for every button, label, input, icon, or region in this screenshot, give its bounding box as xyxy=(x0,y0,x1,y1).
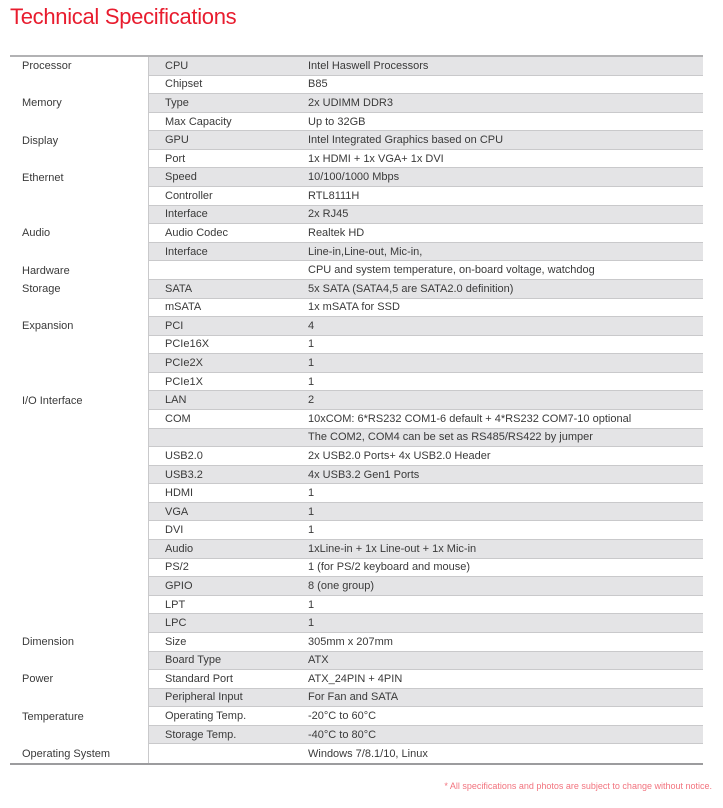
item-cell: Chipset xyxy=(165,78,203,91)
value-cell: 1 xyxy=(308,505,315,518)
table-row xyxy=(10,429,703,448)
item-cell: VGA xyxy=(165,505,189,518)
category-cell xyxy=(10,689,148,708)
value-cell: 1x mSATA for SSD xyxy=(308,301,400,314)
category-cell: Ethernet xyxy=(10,168,148,187)
item-cell: COM xyxy=(165,412,191,425)
item-cell: PCI xyxy=(165,319,184,332)
category-cell xyxy=(10,336,148,355)
category-cell: Dimension xyxy=(10,633,148,652)
table-row xyxy=(10,168,703,187)
table-row xyxy=(10,57,703,76)
row-detail xyxy=(148,503,703,522)
table-row xyxy=(10,354,703,373)
row-detail xyxy=(148,410,703,429)
table-row xyxy=(10,726,703,745)
row-detail xyxy=(148,466,703,485)
category-cell xyxy=(10,410,148,429)
table-row xyxy=(10,614,703,633)
table-row xyxy=(10,187,703,206)
value-cell: Windows 7/8.1/10, Linux xyxy=(308,747,428,760)
table-row xyxy=(10,633,703,652)
value-cell: 4x USB3.2 Gen1 Ports xyxy=(308,468,420,481)
category-cell: Expansion xyxy=(10,317,148,336)
table-row xyxy=(10,76,703,95)
row-detail xyxy=(148,391,703,410)
table-row xyxy=(10,224,703,243)
category-cell: Audio xyxy=(10,224,148,243)
item-cell: USB2.0 xyxy=(165,449,203,462)
category-cell: Power xyxy=(10,670,148,689)
row-detail xyxy=(148,354,703,373)
row-detail xyxy=(148,94,703,113)
category-cell xyxy=(10,559,148,578)
value-cell: 1 xyxy=(308,338,315,351)
category-cell: Display xyxy=(10,131,148,150)
table-row xyxy=(10,652,703,671)
table-row xyxy=(10,243,703,262)
row-detail xyxy=(148,336,703,355)
category-cell xyxy=(10,76,148,95)
item-cell: Standard Port xyxy=(165,672,233,685)
table-row xyxy=(10,447,703,466)
row-detail xyxy=(148,689,703,708)
category-cell xyxy=(10,652,148,671)
value-cell: 1 xyxy=(308,375,315,388)
item-cell: Operating Temp. xyxy=(165,710,247,723)
value-cell: 10/100/1000 Mbps xyxy=(308,171,400,184)
table-row xyxy=(10,131,703,150)
row-detail xyxy=(148,224,703,243)
row-detail xyxy=(148,261,703,280)
category-cell xyxy=(10,577,148,596)
value-cell: 1 (for PS/2 keyboard and mouse) xyxy=(308,561,471,574)
page-title: Technical Specifications xyxy=(10,4,237,29)
category-cell: Hardware xyxy=(10,261,148,280)
item-cell: Storage Temp. xyxy=(165,728,237,741)
row-detail xyxy=(148,447,703,466)
row-detail xyxy=(148,131,703,150)
category-cell xyxy=(10,187,148,206)
category-cell: Processor xyxy=(10,57,148,76)
row-detail xyxy=(148,280,703,299)
value-cell: Up to 32GB xyxy=(308,115,366,128)
table-row xyxy=(10,113,703,132)
row-detail xyxy=(148,429,703,448)
category-cell: Storage xyxy=(10,280,148,299)
table-row xyxy=(10,410,703,429)
table-row xyxy=(10,280,703,299)
table-row xyxy=(10,150,703,169)
item-cell: Interface xyxy=(165,245,208,258)
item-cell: LPC xyxy=(165,617,187,630)
item-cell: GPIO xyxy=(165,579,193,592)
category-cell xyxy=(10,354,148,373)
category-cell xyxy=(10,726,148,745)
category-cell xyxy=(10,484,148,503)
row-detail xyxy=(148,577,703,596)
row-detail xyxy=(148,596,703,615)
table-row xyxy=(10,391,703,410)
row-detail xyxy=(148,299,703,318)
item-cell: CPU xyxy=(165,59,189,72)
item-cell: Port xyxy=(165,152,186,165)
value-cell: 2 xyxy=(308,394,315,407)
row-detail xyxy=(148,484,703,503)
value-cell: -20°C to 60°C xyxy=(308,710,377,723)
table-row xyxy=(10,744,703,763)
item-cell: PCIe16X xyxy=(165,338,210,351)
spec-table xyxy=(10,55,703,765)
category-cell xyxy=(10,206,148,225)
row-detail xyxy=(148,373,703,392)
value-cell: RTL8111H xyxy=(308,189,360,202)
value-cell: -40°C to 80°C xyxy=(308,728,377,741)
row-detail xyxy=(148,670,703,689)
item-cell: PCIe2X xyxy=(165,357,203,370)
row-detail xyxy=(148,540,703,559)
value-cell: 4 xyxy=(308,319,315,332)
value-cell: 2x USB2.0 Ports+ 4x USB2.0 Header xyxy=(308,449,491,462)
item-cell: LAN xyxy=(165,394,187,407)
value-cell: Intel Haswell Processors xyxy=(308,59,429,72)
value-cell: 2x UDIMM DDR3 xyxy=(308,96,393,109)
item-cell: PS/2 xyxy=(165,561,189,574)
category-cell: Temperature xyxy=(10,707,148,726)
table-row xyxy=(10,670,703,689)
item-cell: Controller xyxy=(165,189,213,202)
category-cell xyxy=(10,113,148,132)
item-cell: Type xyxy=(165,96,189,109)
row-detail xyxy=(148,707,703,726)
row-detail xyxy=(148,633,703,652)
value-cell: 1 xyxy=(308,598,315,611)
table-row xyxy=(10,206,703,225)
table-row xyxy=(10,466,703,485)
value-cell: The COM2, COM4 can be set as RS485/RS422 by jumper xyxy=(308,431,593,444)
value-cell: 1 xyxy=(308,524,315,537)
category-cell xyxy=(10,429,148,448)
row-detail xyxy=(148,113,703,132)
category-cell xyxy=(10,614,148,633)
category-cell xyxy=(10,540,148,559)
value-cell: 1 xyxy=(308,487,315,500)
item-cell: Speed xyxy=(165,171,197,184)
value-cell: 1 xyxy=(308,357,315,370)
row-detail xyxy=(148,559,703,578)
category-cell xyxy=(10,596,148,615)
value-cell: For Fan and SATA xyxy=(308,691,399,704)
value-cell: 1xLine-in + 1x Line-out + 1x Mic-in xyxy=(308,542,477,555)
value-cell: 5x SATA (SATA4,5 are SATA2.0 definition) xyxy=(308,282,514,295)
row-detail xyxy=(148,744,703,763)
row-detail xyxy=(148,76,703,95)
value-cell: ATX_24PIN + 4PIN xyxy=(308,672,403,685)
table-row xyxy=(10,689,703,708)
value-cell: 10xCOM: 6*RS232 COM1-6 default + 4*RS232 COM7-10 optional xyxy=(308,412,632,425)
table-row xyxy=(10,317,703,336)
table-row xyxy=(10,707,703,726)
item-cell: Audio xyxy=(165,542,194,555)
row-detail xyxy=(148,150,703,169)
table-row xyxy=(10,299,703,318)
row-detail xyxy=(148,614,703,633)
table-row xyxy=(10,503,703,522)
value-cell: Line-in,Line-out, Mic-in, xyxy=(308,245,423,258)
category-cell xyxy=(10,503,148,522)
item-cell xyxy=(149,261,305,279)
table-row xyxy=(10,521,703,540)
item-cell: LPT xyxy=(165,598,186,611)
item-cell: mSATA xyxy=(165,301,202,314)
table-row xyxy=(10,484,703,503)
value-cell: CPU and system temperature, on-board voltage, watchdog xyxy=(308,264,595,277)
table-row xyxy=(10,596,703,615)
category-cell xyxy=(10,299,148,318)
item-cell: HDMI xyxy=(165,487,194,500)
footnote: * All specifications and photos are subject to change without notice. xyxy=(444,781,712,791)
category-cell xyxy=(10,466,148,485)
value-cell: 2x RJ45 xyxy=(308,208,349,221)
value-cell: ATX xyxy=(308,654,329,667)
item-cell: Audio Codec xyxy=(165,226,228,239)
row-detail xyxy=(148,521,703,540)
row-detail xyxy=(148,168,703,187)
row-detail xyxy=(148,652,703,671)
category-cell: I/O Interface xyxy=(10,391,148,410)
item-cell: USB3.2 xyxy=(165,468,203,481)
value-cell: B85 xyxy=(308,78,328,91)
value-cell: 1x HDMI + 1x VGA+ 1x DVI xyxy=(308,152,444,165)
value-cell: Realtek HD xyxy=(308,226,365,239)
item-cell: Size xyxy=(165,635,187,648)
category-cell xyxy=(10,243,148,262)
item-cell: DVI xyxy=(165,524,184,537)
value-cell: 1 xyxy=(308,617,315,630)
category-cell: Operating System xyxy=(10,744,148,763)
value-cell: 8 (one group) xyxy=(308,579,375,592)
category-cell xyxy=(10,447,148,466)
value-cell: 305mm x 207mm xyxy=(308,635,393,648)
item-cell xyxy=(149,429,305,447)
category-cell xyxy=(10,521,148,540)
table-row xyxy=(10,559,703,578)
row-detail xyxy=(148,726,703,745)
item-cell: PCIe1X xyxy=(165,375,203,388)
category-cell: Memory xyxy=(10,94,148,113)
table-row xyxy=(10,94,703,113)
category-cell xyxy=(10,373,148,392)
item-cell: Peripheral Input xyxy=(165,691,243,704)
table-row xyxy=(10,373,703,392)
row-detail xyxy=(148,243,703,262)
row-detail xyxy=(148,57,703,76)
item-cell: GPU xyxy=(165,134,189,147)
row-detail xyxy=(148,206,703,225)
value-cell: Intel Integrated Graphics based on CPU xyxy=(308,134,504,147)
item-cell: SATA xyxy=(165,282,193,295)
item-cell xyxy=(149,744,305,763)
table-row xyxy=(10,577,703,596)
item-cell: Interface xyxy=(165,208,208,221)
row-detail xyxy=(148,187,703,206)
table-row xyxy=(10,540,703,559)
table-row xyxy=(10,261,703,280)
row-detail xyxy=(148,317,703,336)
table-row xyxy=(10,336,703,355)
item-cell: Max Capacity xyxy=(165,115,232,128)
category-cell xyxy=(10,150,148,169)
item-cell: Board Type xyxy=(165,654,222,667)
